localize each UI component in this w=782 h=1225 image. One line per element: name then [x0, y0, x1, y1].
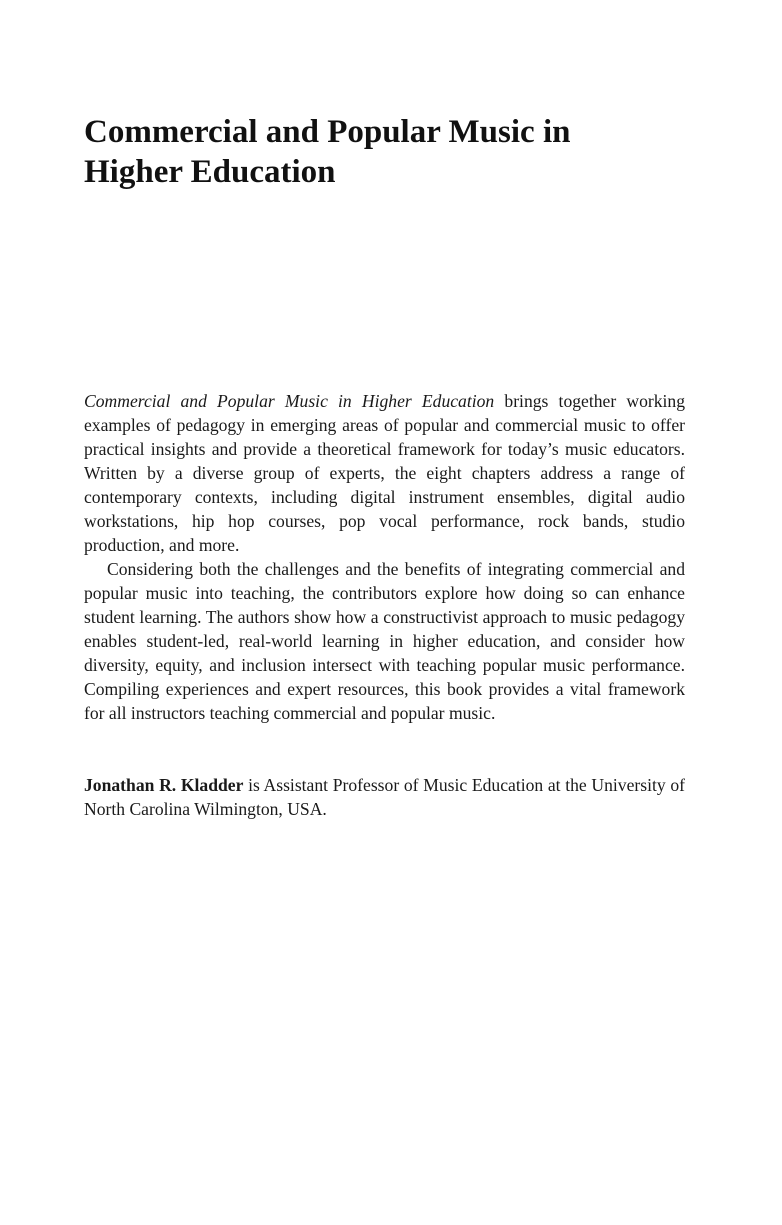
author-name: Jonathan R. Kladder	[84, 775, 244, 795]
title-line-1: Commercial and Popular Music in	[84, 114, 571, 150]
author-bio-text: is Assistant Professor of Music Education at the University of North Carolina Wilmington, USA.	[84, 775, 686, 819]
description-paragraph-2: Considering both the challenges and the benefits of integrating commercial and popular music into teaching, the contributors explore how doing so can enhance student learning. The authors show how a constructivist approach to music pedagogy enables student-led, real-world learning in higher education, and consider how diversity, equity, and inclusion intersect with teaching popular music performance. Compiling experiences and expert resources, this book provides a vital framework for all instructors teaching commercial and popular music.	[84, 559, 685, 723]
page-title	[84, 112, 684, 192]
description-paragraph-1	[84, 389, 685, 557]
book-description	[84, 389, 685, 725]
title-line-2: Higher Education	[84, 154, 336, 190]
book-title-italic: Commercial and Popular Music in Higher Education	[84, 391, 495, 411]
description-paragraph-1-text: brings together working examples of pedagogy in emerging areas of popular and commercial music to offer practical insights and provide a theoretical framework for today’s music educators. Written by a diverse group of experts, the eight chapters address a range of contemporary contexts, including digital instrument ensembles, digital audio workstations, hip hop courses, pop vocal performance, rock bands, studio production, and more.	[84, 391, 685, 555]
author-bio	[84, 773, 685, 821]
